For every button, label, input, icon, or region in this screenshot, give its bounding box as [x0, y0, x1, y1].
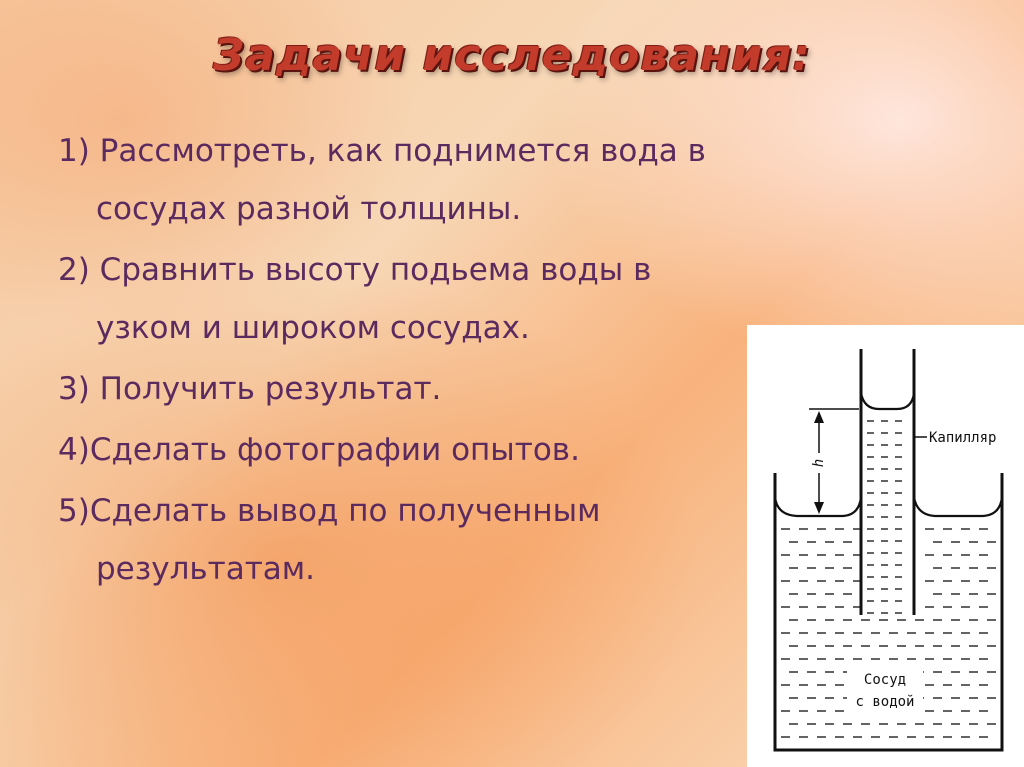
task-item-1: 1) Рассмотреть, как поднимется вода в сосудах разной толщины.	[58, 133, 706, 227]
height-label: h	[811, 458, 827, 468]
task-item-3: 3) Получить результат.	[58, 371, 442, 407]
slide-title: Задачи исследования:	[213, 30, 811, 81]
vessel-water-surface-right	[914, 497, 1002, 516]
capillary-meniscus	[861, 393, 914, 409]
capillary-diagram-svg	[747, 325, 1024, 767]
task-list	[58, 122, 718, 601]
task-item-2: 2) Сравнить высоту подьема воды в узком и широком сосудах.	[58, 252, 652, 346]
capillary-label: Капилляр	[929, 430, 997, 446]
task-item-5: 5)Сделать вывод по полученным результатам.	[58, 493, 601, 587]
capillary-diagram	[747, 325, 1024, 767]
height-arrow-down	[814, 502, 824, 514]
task-item-4: 4)Сделать фотографии опытов.	[58, 432, 580, 468]
height-arrow-up	[814, 411, 824, 423]
vessel-label-line2: с водой	[855, 694, 915, 710]
vessel-label-line1: Сосуд	[863, 672, 907, 688]
